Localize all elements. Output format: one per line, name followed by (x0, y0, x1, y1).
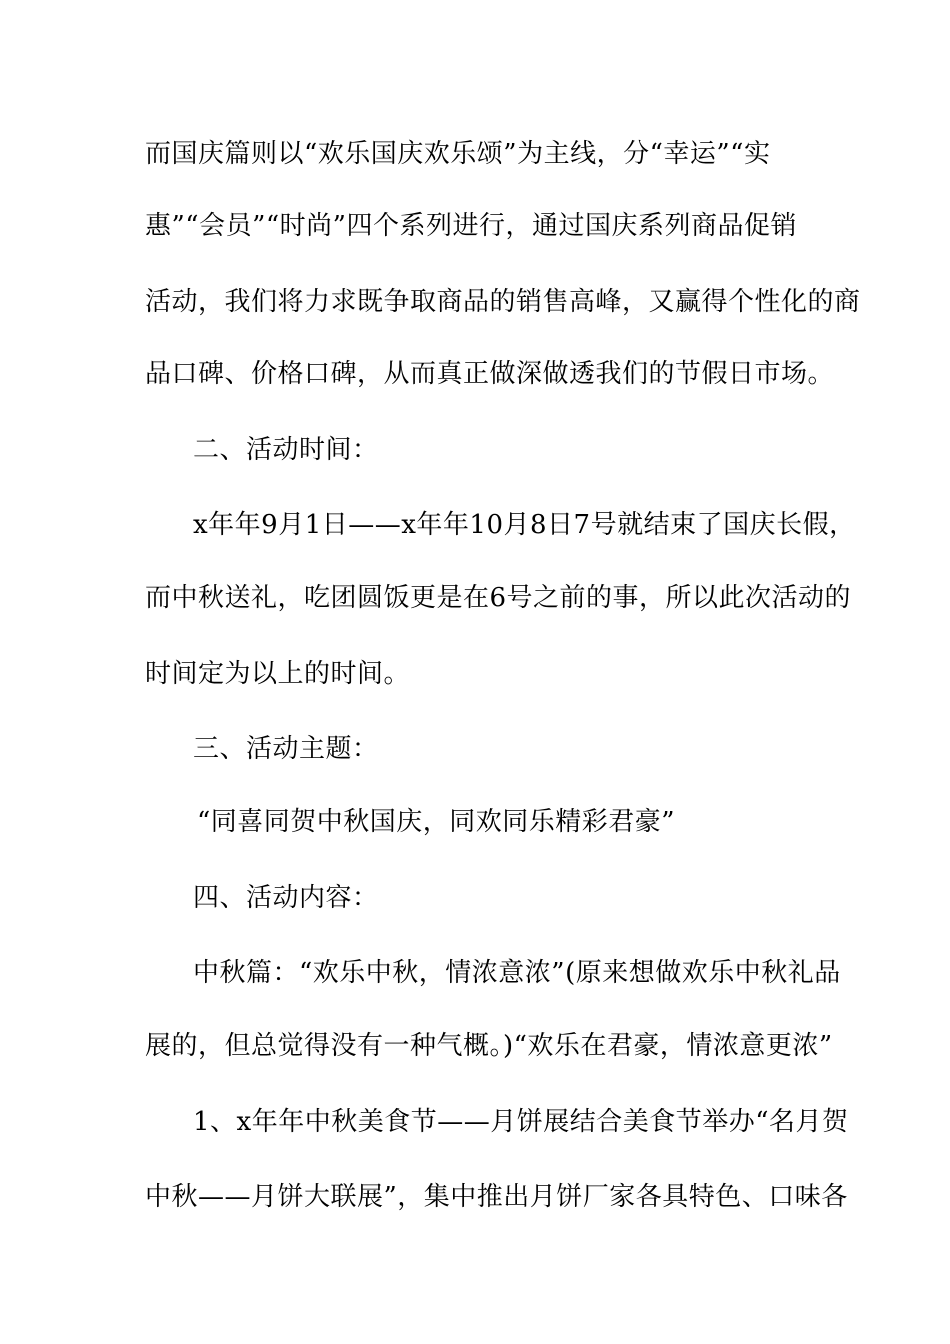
paragraph-line: 而国庆篇则以“欢乐国庆欢乐颂”为主线，分“幸运”“实 (145, 139, 771, 169)
paragraph-line: 惠”“会员”“时尚”四个系列进行，通过国庆系列商品促销 (145, 211, 797, 241)
paragraph-line: 品口碑、价格口碑，从而真正做深做透我们的节假日市场。 (145, 359, 835, 389)
paragraph-line: 活动，我们将力求既争取商品的销售高峰，又赢得个性化的商 (145, 287, 861, 317)
section-heading-time: 二、活动时间： (193, 435, 379, 465)
theme-slogan: “同喜同贺中秋国庆，同欢同乐精彩君豪” (197, 807, 676, 837)
paragraph-line: 中秋篇：“欢乐中秋，情浓意浓”(原来想做欢乐中秋礼品 (193, 958, 841, 988)
section-heading-content: 四、活动内容： (193, 883, 379, 913)
paragraph-line: 1、x年年中秋美食节——月饼展结合美食节举办“名月贺 (193, 1107, 849, 1137)
paragraph-line: x年年9月1日——x年年10月8日7号就结束了国庆长假， (193, 510, 856, 540)
paragraph-line: 展的，但总觉得没有一种气概。)“欢乐在君豪，情浓意更浓” (145, 1031, 833, 1061)
paragraph-line: 中秋——月饼大联展”，集中推出月饼厂家各具特色、口味各 (145, 1182, 848, 1212)
paragraph-line: 而中秋送礼，吃团圆饭更是在6号之前的事，所以此次活动的 (145, 583, 852, 613)
paragraph-line: 时间定为以上的时间。 (145, 659, 411, 689)
section-heading-theme: 三、活动主题： (193, 734, 379, 764)
